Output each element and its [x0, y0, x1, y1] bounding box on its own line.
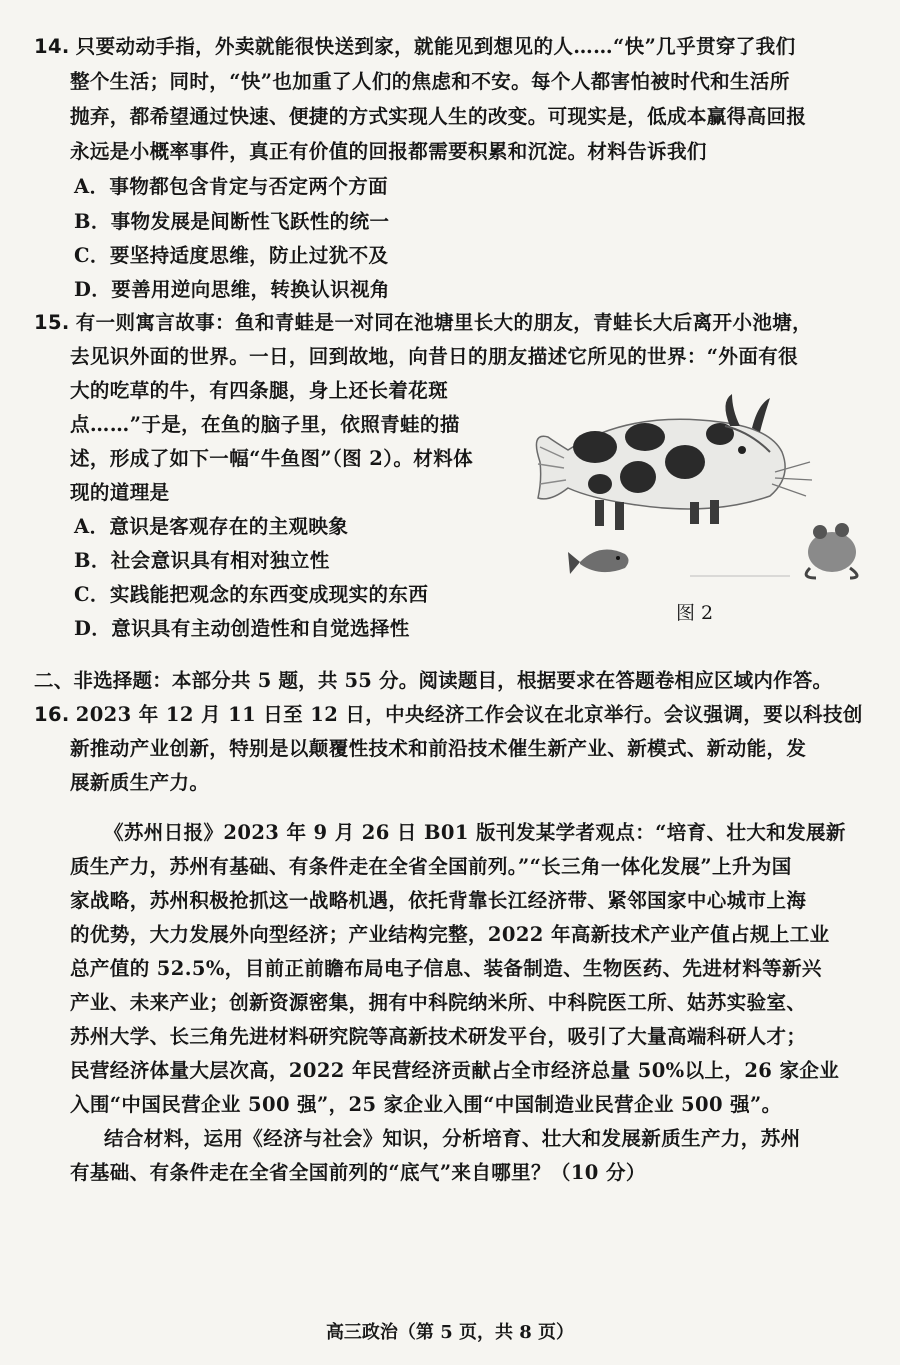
- ox-fish-figure: [536, 394, 812, 530]
- q14-option-c: C．要坚持适度思维，防止过犹不及: [74, 244, 389, 267]
- q16-line-2: 新推动产业创新，特别是以颠覆性技术和前沿技术催生新产业、新模式、新动能，发: [70, 737, 807, 760]
- section-2-heading: 二、非选择题：本部分共 5 题，共 55 分。阅读题目，根据要求在答题卷相应区域内作答。: [34, 669, 833, 692]
- frog-figure: [806, 523, 857, 578]
- q14-number: 14.: [34, 35, 70, 58]
- q16-line-14: 有基础、有条件走在全省全国前列的“底气”来自哪里？（10 分）: [70, 1161, 646, 1184]
- q15-line-6: 现的道理是: [70, 481, 170, 504]
- q14-line-4: 永远是小概率事件，真正有价值的回报都需要积累和沉淀。材料告诉我们: [70, 140, 707, 163]
- q16-line-8: 总产值的 52.5%，目前正前瞻布局电子信息、装备制造、生物医药、先进材料等新兴: [70, 957, 822, 980]
- ox-fish-illustration: [520, 392, 880, 592]
- q14-option-d: D．要善用逆向思维，转换认识视角: [74, 278, 390, 301]
- q16-line-13: 结合材料，运用《经济与社会》知识，分析培育、壮大和发展新质生产力，苏州: [104, 1127, 801, 1150]
- q16-line-4: 《苏州日报》2023 年 9 月 26 日 B01 版刊发某学者观点：“培育、壮大和发展新: [104, 821, 846, 844]
- q16-line-11: 民营经济体量大层次高，2022 年民营经济贡献占全市经济总量 50%以上，26 家企业: [70, 1059, 840, 1082]
- q15-option-d: D．意识具有主动创造性和自觉选择性: [74, 617, 410, 640]
- q15-option-b: B．社会意识具有相对独立性: [74, 549, 330, 572]
- small-fish-figure: [568, 550, 629, 575]
- q15-line-5: 述，形成了如下一幅“牛鱼图”（图 2）。材料体: [70, 447, 473, 470]
- q16-line-9: 产业、未来产业；创新资源密集，拥有中科院纳米所、中科院医工所、姑苏实验室、: [70, 991, 807, 1014]
- q14-option-a: A．事物都包含肯定与否定两个方面: [74, 175, 389, 198]
- q16-line-3: 展新质生产力。: [70, 771, 210, 794]
- q16-line-7: 的优势，大力发展外向型经济；产业结构完整，2022 年高新技术产业产值占规上工业: [70, 923, 830, 946]
- q16-number: 16.: [34, 703, 70, 726]
- figure-caption: 图 2: [676, 602, 714, 624]
- q15-option-c: C．实践能把观念的东西变成现实的东西: [74, 583, 429, 606]
- q14-line-2: 整个生活；同时，“快”也加重了人们的焦虑和不安。每个人都害怕被时代和生活所: [70, 70, 790, 93]
- q16-line-12: 入围“中国民营企业 500 强”，25 家企业入围“中国制造业民营企业 500 强”。: [70, 1093, 782, 1116]
- page-footer: 高三政治（第 5 页，共 8 页）: [325, 1322, 575, 1343]
- q15-option-a: A．意识是客观存在的主观映象: [74, 515, 349, 538]
- q16-line-6: 家战略，苏州积极抢抓这一战略机遇，依托背靠长江经济带、紧邻国家中心城市上海: [70, 889, 807, 912]
- q16-line-10: 苏州大学、长三角先进材料研究院等高新技术研发平台，吸引了大量高端科研人才；: [70, 1025, 807, 1048]
- q14-line-3: 抛弃，都希望通过快速、便捷的方式实现人生的改变。可现实是，低成本赢得高回报: [70, 105, 807, 128]
- q16-line-5: 质生产力，苏州有基础、有条件走在全省全国前列。”“长三角一体化发展”上升为国: [70, 855, 792, 878]
- q15-line-2: 去见识外面的世界。一日，回到故地，向昔日的朋友描述它所见的世界：“外面有很: [70, 345, 799, 368]
- q15-line-4: 点……”于是，在鱼的脑子里，依照青蛙的描: [70, 413, 460, 436]
- q15-line-3: 大的吃草的牛，有四条腿，身上还长着花斑: [70, 379, 449, 402]
- q15-line-1: 15. 有一则寓言故事：鱼和青蛙是一对同在池塘里长大的朋友，青蛙长大后离开小池塘，: [34, 311, 813, 334]
- q15-number: 15.: [34, 311, 70, 334]
- q14-option-b: B．事物发展是间断性飞跃性的统一: [74, 210, 390, 233]
- q16-line-1: 16. 2023 年 12 月 11 日至 12 日，中央经济工作会议在北京举行。会议强调，要以科技创: [34, 703, 863, 726]
- q14-line-1: 14. 只要动动手指，外卖就能很快送到家，就能见到想见的人……“快”几乎贯穿了我们: [34, 35, 796, 58]
